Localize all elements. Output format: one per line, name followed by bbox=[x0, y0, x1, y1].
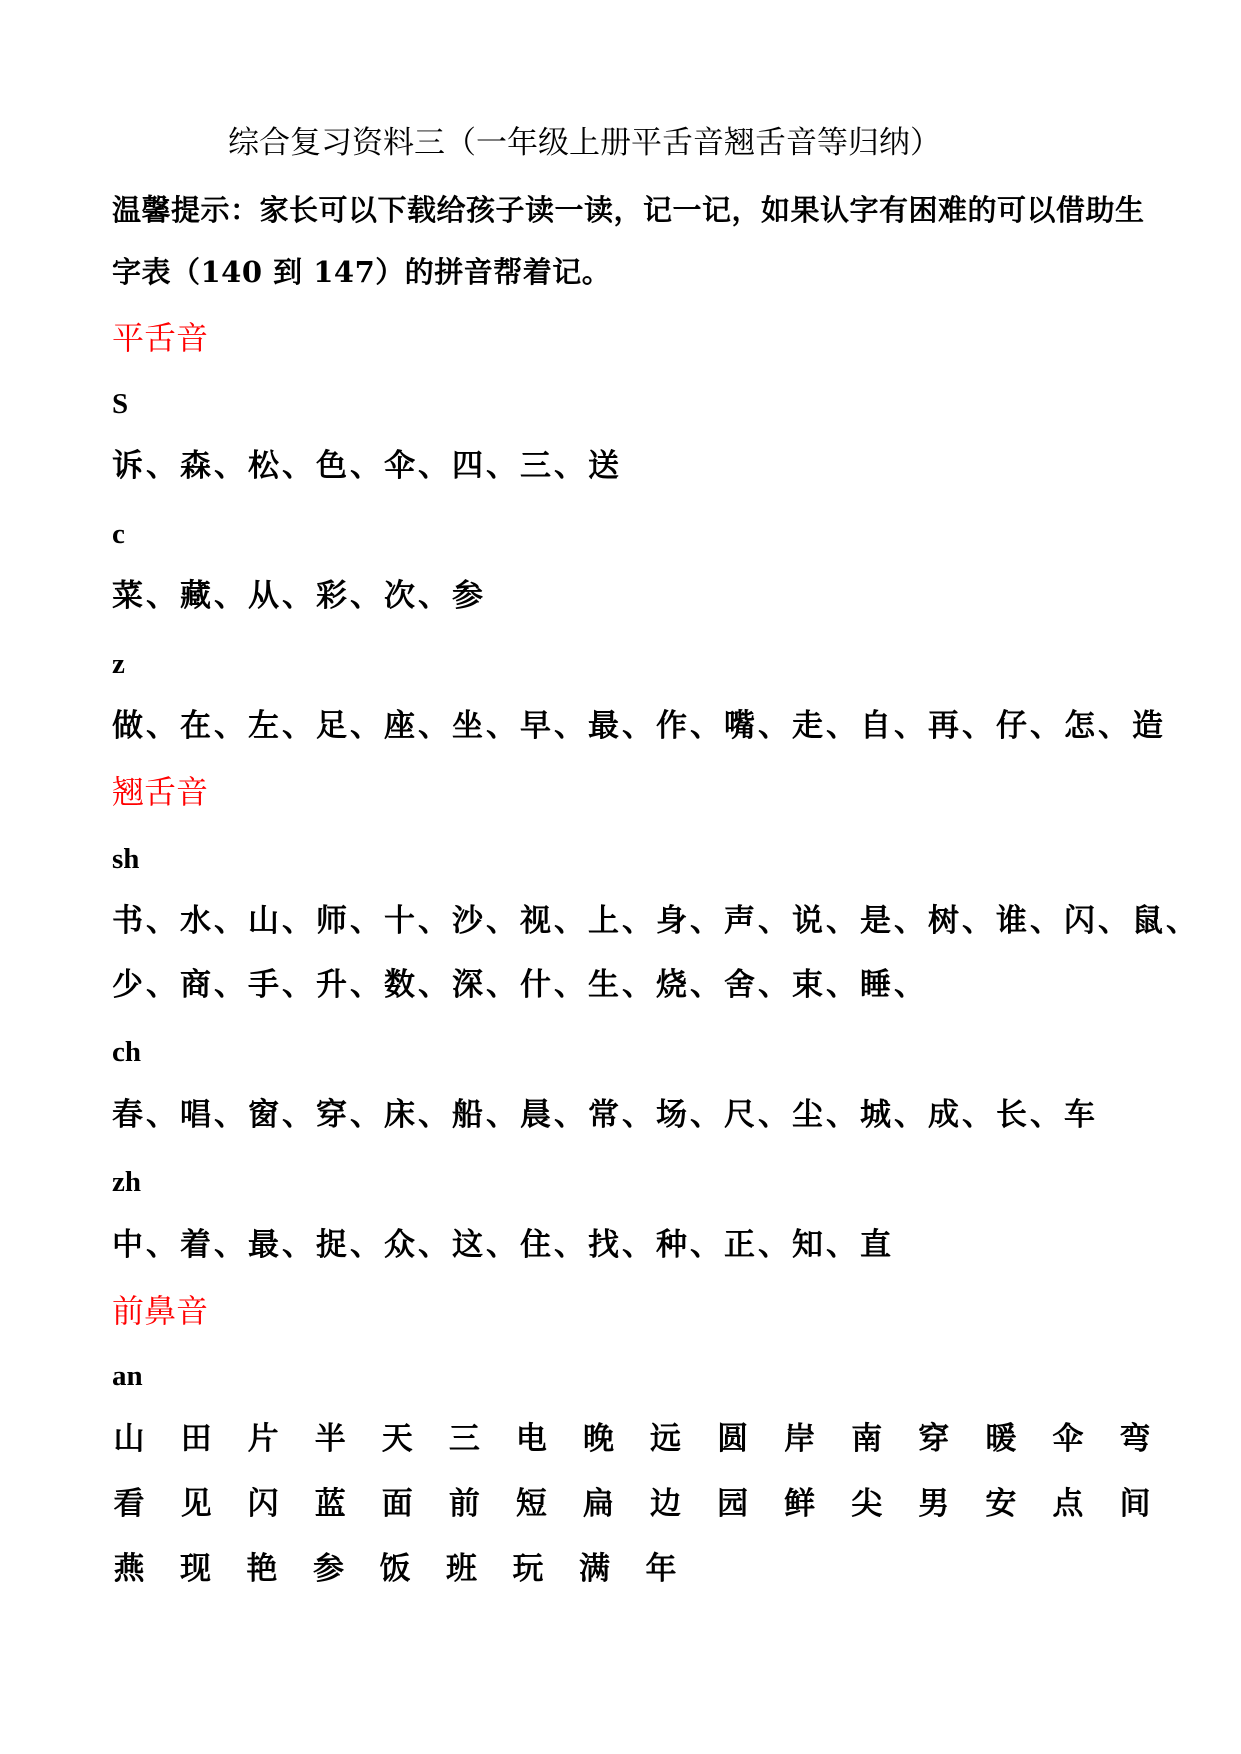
an-char: 远 bbox=[650, 1421, 681, 1457]
an-char: 穿 bbox=[918, 1421, 950, 1457]
an-char: 玩 bbox=[512, 1551, 544, 1587]
an-char: 班 bbox=[446, 1551, 477, 1587]
an-char: 晚 bbox=[582, 1421, 614, 1457]
an-char: 岸 bbox=[784, 1421, 816, 1457]
chars-sh-1: 书、水、山、师、十、沙、视、上、身、声、说、是、树、谁、闪、鼠、 bbox=[112, 903, 1200, 939]
an-char: 扁 bbox=[582, 1486, 614, 1522]
chars-s: 诉、森、松、色、伞、四、三、送 bbox=[112, 448, 622, 484]
chars-sh-2: 少、商、手、升、数、深、什、生、烧、舍、束、睡、 bbox=[112, 967, 928, 1003]
document-title: 综合复习资料三（一年级上册平舌音翘舌音等归纳） bbox=[228, 125, 941, 161]
chars-z: 做、在、左、足、座、坐、早、最、作、嘴、走、自、再、仔、怎、造 bbox=[112, 708, 1166, 744]
label-c: c bbox=[112, 518, 125, 550]
label-ch: ch bbox=[112, 1036, 141, 1068]
an-char: 三 bbox=[448, 1421, 480, 1457]
an-char: 饭 bbox=[379, 1551, 411, 1587]
label-an: an bbox=[112, 1360, 143, 1392]
an-char: 艳 bbox=[246, 1551, 278, 1587]
an-char: 满 bbox=[579, 1551, 610, 1587]
an-char: 安 bbox=[985, 1486, 1017, 1522]
an-char: 看 bbox=[113, 1486, 145, 1522]
an-char: 山 bbox=[113, 1421, 145, 1457]
an-char: 尖 bbox=[851, 1486, 883, 1522]
an-char: 间 bbox=[1119, 1486, 1151, 1522]
an-char: 男 bbox=[918, 1486, 950, 1522]
tip-line-2: 字表（140 到 147）的拼音帮着记。 bbox=[112, 255, 612, 289]
chars-c: 菜、藏、从、彩、次、参 bbox=[112, 578, 486, 614]
an-char: 天 bbox=[381, 1421, 413, 1457]
an-char: 田 bbox=[180, 1421, 212, 1457]
an-row-2 bbox=[112, 1486, 1152, 1522]
an-char: 参 bbox=[313, 1551, 344, 1587]
an-char: 见 bbox=[180, 1486, 212, 1522]
chars-ch: 春、唱、窗、穿、床、船、晨、常、场、尺、尘、城、成、长、车 bbox=[112, 1097, 1098, 1133]
an-char: 圆 bbox=[717, 1421, 749, 1457]
an-char: 鲜 bbox=[784, 1486, 816, 1522]
an-char: 边 bbox=[650, 1486, 681, 1522]
an-char: 伞 bbox=[1052, 1421, 1084, 1457]
label-s: S bbox=[112, 388, 129, 420]
section-heading-qiaoshe: 翘舌音 bbox=[112, 773, 209, 811]
chars-zh: 中、着、最、捉、众、这、住、找、种、正、知、直 bbox=[112, 1227, 894, 1263]
an-char: 年 bbox=[645, 1551, 677, 1587]
section-heading-pingshe: 平舌音 bbox=[112, 319, 209, 357]
section-heading-qianbi: 前鼻音 bbox=[112, 1292, 209, 1330]
an-char: 燕 bbox=[113, 1551, 145, 1587]
an-char: 现 bbox=[180, 1551, 211, 1587]
an-char: 电 bbox=[515, 1421, 547, 1457]
an-char: 南 bbox=[851, 1421, 883, 1457]
an-char: 短 bbox=[515, 1486, 547, 1522]
an-row-1 bbox=[112, 1421, 1152, 1457]
label-zh: zh bbox=[112, 1166, 141, 1198]
an-char: 弯 bbox=[1119, 1421, 1151, 1457]
an-char: 蓝 bbox=[314, 1486, 346, 1522]
tip-line-1: 温馨提示：家长可以下载给孩子读一读，记一记，如果认字有困难的可以借助生 bbox=[112, 193, 1145, 227]
an-char: 前 bbox=[448, 1486, 480, 1522]
label-sh: sh bbox=[112, 843, 140, 875]
an-char: 半 bbox=[314, 1421, 346, 1457]
an-char: 暖 bbox=[985, 1421, 1017, 1457]
label-z: z bbox=[112, 648, 125, 680]
an-char: 点 bbox=[1052, 1486, 1084, 1522]
an-row-3 bbox=[112, 1551, 1152, 1587]
an-char: 片 bbox=[247, 1421, 279, 1457]
an-char: 园 bbox=[717, 1486, 749, 1522]
an-char: 闪 bbox=[247, 1486, 279, 1522]
an-char: 面 bbox=[381, 1486, 413, 1522]
